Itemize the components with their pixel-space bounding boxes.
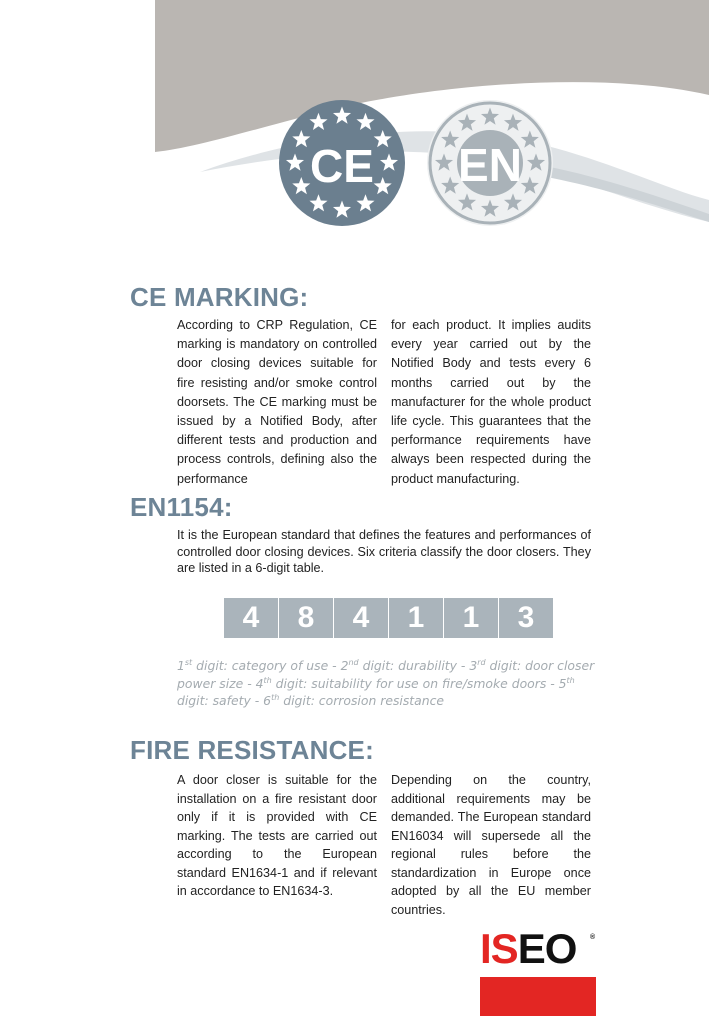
legend-d1-sup: st	[184, 657, 193, 667]
classification-digits	[224, 598, 553, 638]
ce-marking-title: CE MARKING:	[130, 282, 309, 312]
logo-eo: EO	[517, 925, 577, 972]
legend-d1-num: 1	[177, 658, 185, 673]
ce-mark-text: CE	[310, 140, 374, 192]
ce-mark-badge	[279, 100, 405, 226]
header-graphic	[0, 0, 709, 270]
legend-d5-sup: th	[566, 675, 575, 685]
legend-d2-text: digit: durability -	[358, 658, 470, 673]
logo-red-bar	[480, 977, 596, 1016]
legend-d5-text: digit: safety -	[177, 693, 264, 708]
registered-mark: ®	[590, 934, 596, 941]
ce-marking-text-col1: According to CRP Regulation, CE marking is mandatory on controlled door closing devices suitable for fire resisting and/or smoke control doorsets. The CE marking must be issued by a Notified Body, after different tests and production and process controls, defining also the performance	[177, 318, 377, 486]
digit-legend	[177, 657, 597, 710]
ce-marking-text-col2: for each product. It implies audits every year carried out by the Notified Body and tests every 6 months carried out by the manufacturer for the whole product life cycle. This guarantees that the performance requirements have always been respected during the product manufacturing.	[391, 318, 591, 486]
legend-d1-text: digit: category of use -	[192, 658, 341, 673]
logo-wordmark	[480, 924, 596, 974]
fire-resistance-text-col2: Depending on the country, additional requirements may be demanded. The European standard EN16034 will supersede all the regional rules before the standardization in Europe once adopted by all the EU member countries.	[391, 773, 591, 917]
legend-d4-text: digit: suitability for use on fire/smoke doors -	[271, 675, 559, 691]
en-mark-badge	[427, 100, 553, 226]
legend-d4-sup: th	[263, 675, 272, 685]
en1154-title: EN1154:	[130, 492, 233, 522]
legend-d6-sup: th	[271, 692, 280, 702]
en-mark-text: EN	[458, 139, 522, 191]
iseo-logo	[480, 922, 596, 1016]
legend-d3-num: 3	[469, 658, 478, 673]
logo-is: IS	[480, 925, 518, 972]
legend-d4-num: 4	[255, 675, 264, 691]
legend-d2-sup: nd	[348, 657, 359, 667]
legend-d3-text: digit: door closer power size -	[177, 658, 595, 691]
digit-box-3: 4	[334, 598, 388, 638]
legend-d2-num: 2	[340, 658, 349, 673]
legend-d3-sup: rd	[477, 657, 486, 667]
fire-resistance-text-col1: A door closer is suitable for the installation on a fire resistant door only if it is provided with CE marking. The tests are carried out according to the European standard EN1634-1 and if relevant in accordance to EN1634-3.	[177, 773, 377, 898]
legend-d6-num: 6	[263, 693, 272, 708]
digit-box-2: 8	[279, 598, 333, 638]
legend-d5-num: 5	[558, 675, 567, 691]
fire-resistance-title: FIRE RESISTANCE:	[130, 735, 374, 765]
grey-band	[155, 0, 709, 152]
digit-box-5: 1	[444, 598, 498, 638]
legend-d6-text: digit: corrosion resistance	[279, 693, 445, 708]
digit-box-4: 1	[389, 598, 443, 638]
digit-box-1: 4	[224, 598, 278, 638]
digit-box-6: 3	[499, 598, 553, 638]
en1154-text: It is the European standard that defines the features and performances of controlled door closing devices. Six criteria classify the door closers. They are listed in a 6-digit table.	[177, 528, 591, 575]
